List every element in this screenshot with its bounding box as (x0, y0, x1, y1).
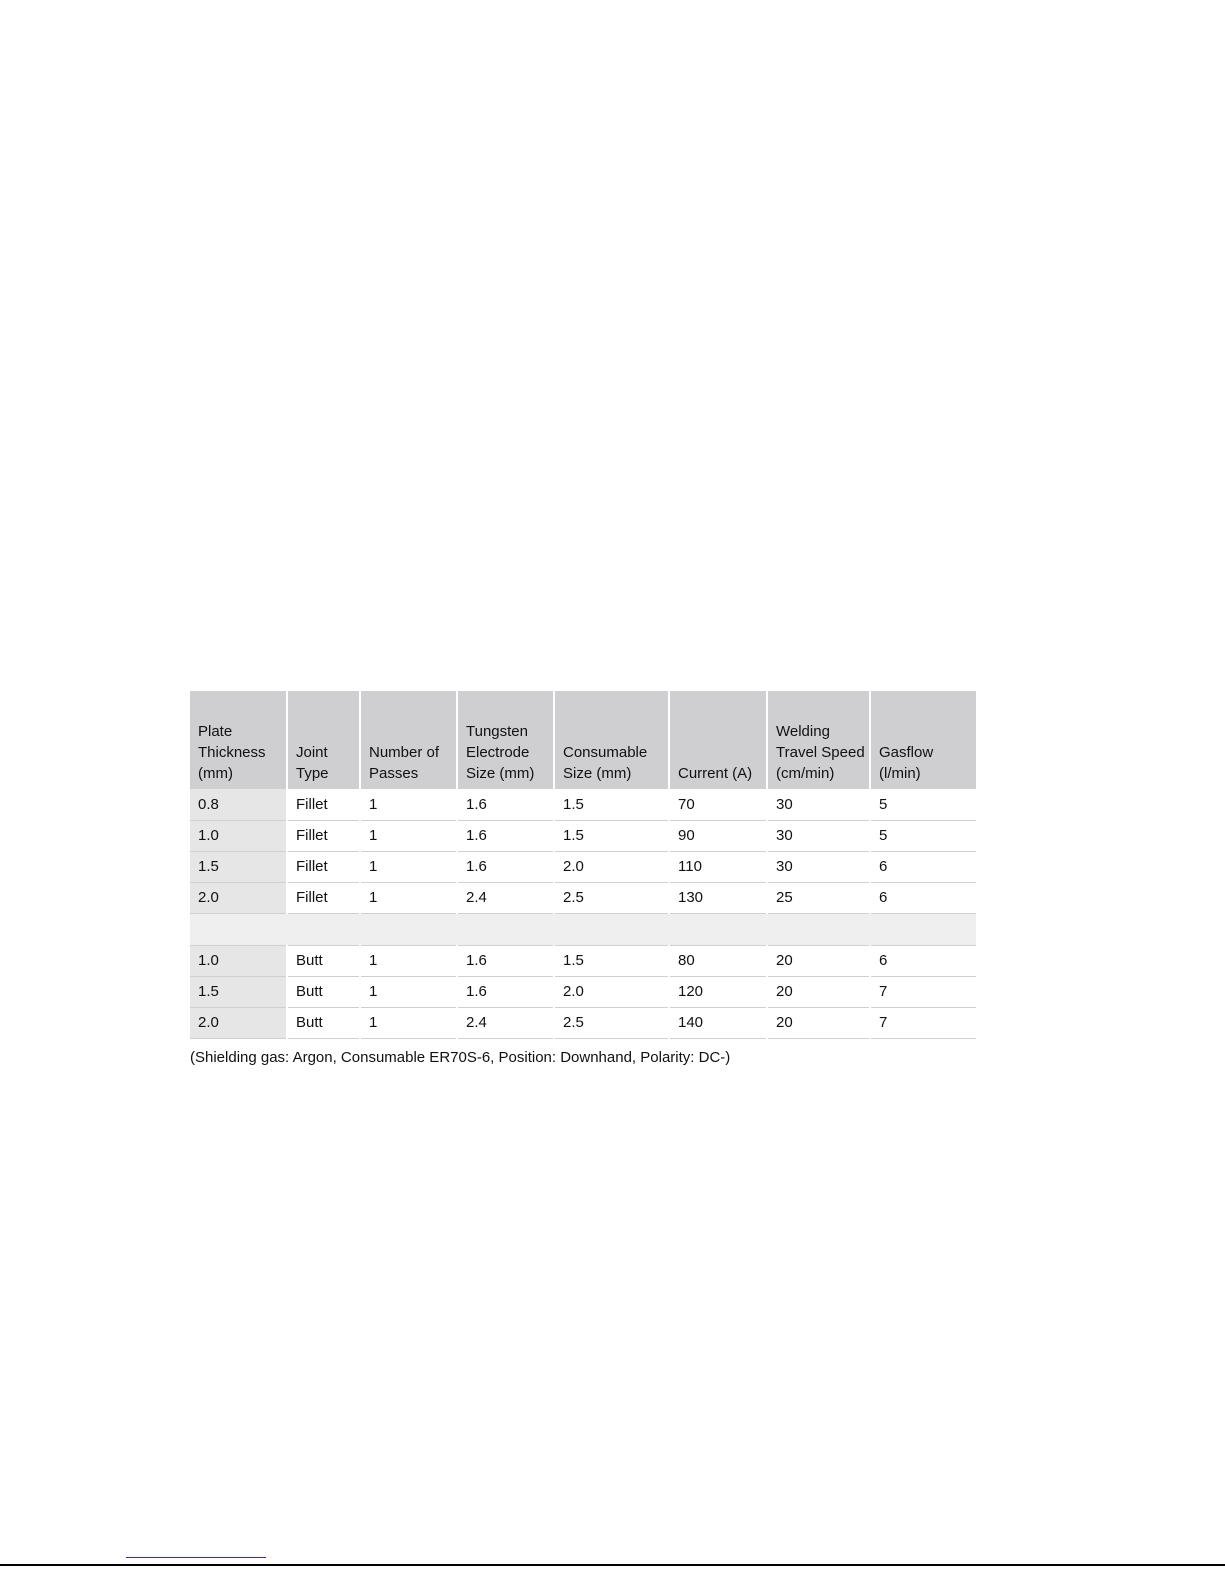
header-line: (mm) (198, 765, 233, 782)
table-row-butt (190, 945, 976, 976)
cell-current: 90 (669, 820, 767, 851)
shielding-gas-note: (Shielding gas: Argon, Consumable ER70S-6, Position: Downhand, Polarity: DC-) (190, 1049, 731, 1066)
header-line: Current (A) (678, 765, 753, 782)
cell-passes: 1 (360, 1007, 457, 1038)
cell-joint-type: Fillet (287, 882, 360, 913)
cell-plate-thickness: 2.0 (190, 882, 287, 913)
cell-consumable-size: 2.0 (554, 976, 669, 1007)
cell-plate-thickness: 1.0 (190, 820, 287, 851)
header-line: Joint (296, 744, 328, 761)
header-line: Travel Speed (776, 744, 865, 761)
cell-electrode-size: 2.4 (457, 1007, 554, 1038)
cell-gasflow: 5 (870, 789, 976, 820)
cell-travel-speed: 25 (767, 882, 870, 913)
cell-passes: 1 (360, 882, 457, 913)
footnote-separator-line (126, 1557, 266, 1558)
cell-current: 130 (669, 882, 767, 913)
cell-plate-thickness: 1.0 (190, 945, 287, 976)
cell-gasflow: 6 (870, 945, 976, 976)
cell-consumable-size: 1.5 (554, 945, 669, 976)
welding-parameters-table-container (190, 691, 976, 1039)
header-tungsten-electrode-size (457, 691, 554, 789)
table-row-butt (190, 976, 976, 1007)
table-row-fillet (190, 789, 976, 820)
table-row-butt (190, 1007, 976, 1038)
cell-electrode-size: 1.6 (457, 789, 554, 820)
table-body (190, 789, 976, 1038)
cell-passes: 1 (360, 820, 457, 851)
cell-gasflow: 7 (870, 976, 976, 1007)
cell-travel-speed: 30 (767, 789, 870, 820)
cell-current: 110 (669, 851, 767, 882)
header-line: Thickness (198, 744, 266, 761)
header-line: Gasflow (879, 744, 934, 761)
cell-electrode-size: 1.6 (457, 945, 554, 976)
header-line: (cm/min) (776, 765, 835, 782)
header-line: Plate (198, 723, 233, 740)
table-row-fillet (190, 851, 976, 882)
cell-passes: 1 (360, 945, 457, 976)
cell-current: 80 (669, 945, 767, 976)
cell-gasflow: 6 (870, 851, 976, 882)
cell-passes: 1 (360, 789, 457, 820)
cell-passes: 1 (360, 851, 457, 882)
header-consumable-size (554, 691, 669, 789)
cell-joint-type: Fillet (287, 789, 360, 820)
cell-current: 120 (669, 976, 767, 1007)
header-line: Passes (369, 765, 419, 782)
cell-joint-type: Butt (287, 976, 360, 1007)
table-row-fillet (190, 882, 976, 913)
header-row (190, 691, 976, 789)
header-gasflow (870, 691, 976, 789)
cell-gasflow: 5 (870, 820, 976, 851)
cell-gasflow: 6 (870, 882, 976, 913)
cell-plate-thickness: 1.5 (190, 976, 287, 1007)
cell-electrode-size: 1.6 (457, 976, 554, 1007)
table-row-fillet (190, 820, 976, 851)
page-bottom-rule (0, 1564, 1225, 1566)
header-line: Number of (369, 744, 440, 761)
header-current (669, 691, 767, 789)
cell-electrode-size: 1.6 (457, 820, 554, 851)
cell-joint-type: Fillet (287, 820, 360, 851)
header-line: Electrode (466, 744, 530, 761)
header-line: Consumable (563, 744, 648, 761)
cell-travel-speed: 20 (767, 1007, 870, 1038)
header-number-of-passes (360, 691, 457, 789)
header-line: Size (mm) (563, 765, 632, 782)
cell-joint-type: Fillet (287, 851, 360, 882)
cell-travel-speed: 30 (767, 851, 870, 882)
header-line: Welding (776, 723, 830, 740)
header-joint-type (287, 691, 360, 789)
cell-consumable-size: 2.5 (554, 882, 669, 913)
section-divider-row (190, 913, 976, 945)
header-line: Size (mm) (466, 765, 535, 782)
header-travel-speed (767, 691, 870, 789)
cell-gasflow: 7 (870, 1007, 976, 1038)
welding-parameters-table (190, 691, 976, 1039)
cell-joint-type: Butt (287, 1007, 360, 1038)
cell-current: 70 (669, 789, 767, 820)
cell-plate-thickness: 0.8 (190, 789, 287, 820)
section-divider-cell (190, 913, 976, 945)
cell-consumable-size: 2.0 (554, 851, 669, 882)
cell-electrode-size: 2.4 (457, 882, 554, 913)
cell-consumable-size: 2.5 (554, 1007, 669, 1038)
header-line: (l/min) (879, 765, 921, 782)
cell-current: 140 (669, 1007, 767, 1038)
table-header (190, 691, 976, 789)
cell-joint-type: Butt (287, 945, 360, 976)
cell-travel-speed: 20 (767, 976, 870, 1007)
cell-travel-speed: 20 (767, 945, 870, 976)
cell-electrode-size: 1.6 (457, 851, 554, 882)
cell-consumable-size: 1.5 (554, 820, 669, 851)
header-line: Tungsten (466, 723, 528, 740)
cell-consumable-size: 1.5 (554, 789, 669, 820)
cell-passes: 1 (360, 976, 457, 1007)
cell-plate-thickness: 2.0 (190, 1007, 287, 1038)
cell-plate-thickness: 1.5 (190, 851, 287, 882)
header-plate-thickness (190, 691, 287, 789)
cell-travel-speed: 30 (767, 820, 870, 851)
header-line: Type (296, 765, 329, 782)
